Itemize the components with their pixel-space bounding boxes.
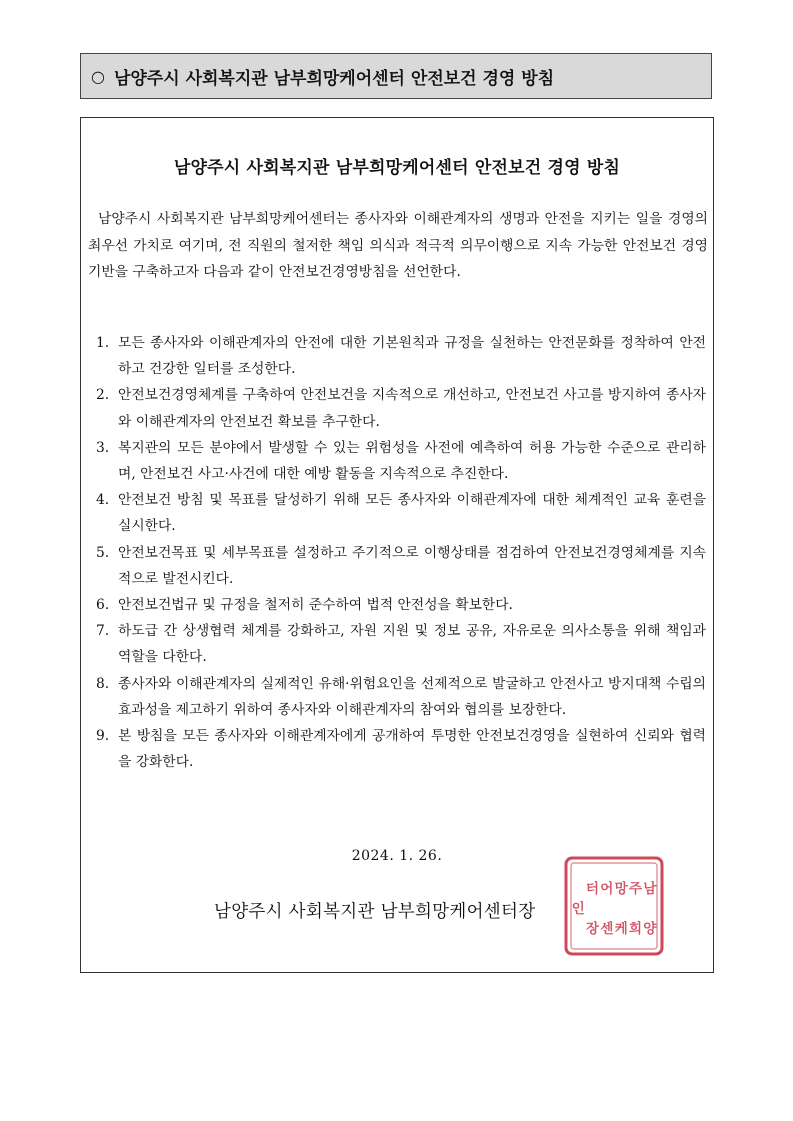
- item-number: 1.: [96, 335, 110, 351]
- organization-signature: 남양주시 사회복지관 남부희망케어센터장: [214, 902, 536, 922]
- list-item: [88, 487, 706, 539]
- item-number: 7.: [96, 623, 110, 640]
- seal-glyph: 망: [614, 881, 628, 897]
- seal-glyph: 터: [585, 881, 600, 897]
- item-text: 안전보건 방침 및 목표를 달성하기 위해 모든 종사자와 이해관계자에 대한 체계적인 교육 훈련을 실시한다.: [118, 492, 706, 535]
- list-item: [88, 330, 706, 382]
- intro-paragraph: 남양주시 사회복지관 남부희망케어센터는 종사자와 이해관계자의 생명과 안전을 지키는 일을 경영의 최우선 가치로 여기며, 전 직원의 철저한 책임 의식과 적극적 의무이행으로 지속 가능한 안전보건 경영기반을 구축하고자 다음과 같이 안전보건경영방침을 선언한다.: [88, 211, 708, 280]
- item-number: 3.: [96, 439, 110, 456]
- item-number: 8.: [96, 675, 110, 692]
- item-number: 6.: [96, 597, 110, 614]
- list-item: [88, 592, 706, 618]
- header-title: 남양주시 사회복지관 남부희망케어센터 안전보건 경영 방침: [113, 68, 555, 89]
- seal-glyph: 장: [585, 921, 600, 937]
- item-number: 9.: [96, 728, 110, 745]
- item-text: 모든 종사자와 이해관계자의 안전에 대한 기본원칙과 규정을 실천하는 안전문화를 정착하여 안전하고 건강한 일터를 조성한다.: [118, 335, 706, 378]
- policy-document: [80, 117, 714, 973]
- list-item: [88, 382, 706, 434]
- item-text: 종사자와 이해관계자의 실제적인 유해·위험요인을 선제적으로 발굴하고 안전사고 방지대책 수립의 효과성을 제고하기 위하여 종사자와 이해관계자의 참여와 협의를 보장한다.: [118, 675, 706, 718]
- header-banner: [80, 53, 712, 99]
- item-text: 안전보건경영체계를 구축하여 안전보건을 지속적으로 개선하고, 안전보건 사고를 방지하여 종사자와 이해관계자의 안전보건 확보를 추구한다.: [118, 387, 706, 430]
- document-title: 남양주시 사회복지관 남부희망케어센터 안전보건 경영 방침: [173, 158, 621, 178]
- list-item: [88, 435, 706, 487]
- item-number: 4.: [96, 492, 110, 509]
- seal-glyph: 어: [600, 881, 614, 897]
- circle-marker-icon: ○: [91, 66, 105, 86]
- item-text: 복지관의 모든 분야에서 발생할 수 있는 위험성을 사전에 예측하여 허용 가능한 수준으로 관리하며, 안전보건 사고·사건에 대한 예방 활동을 지속적으로 추진한다.: [118, 439, 706, 483]
- item-text: 본 방침을 모든 종사자와 이해관계자에게 공개하여 투명한 안전보건경영을 실현하여 신뢰와 협력을 강화한다.: [118, 728, 706, 771]
- principles-list: [88, 330, 706, 775]
- seal-glyph: 양: [643, 921, 657, 937]
- seal-glyph: 주: [628, 881, 643, 897]
- list-item: [88, 671, 706, 723]
- official-seal-icon: [562, 854, 666, 958]
- seal-glyph: 희: [628, 921, 643, 937]
- seal-glyph: 센: [600, 921, 614, 937]
- seal-glyph: 인: [571, 901, 585, 917]
- item-text: 안전보건법규 및 규정을 철저히 준수하여 법적 안전성을 확보한다.: [118, 597, 513, 614]
- list-item: [88, 723, 706, 775]
- list-item: [88, 540, 706, 592]
- item-number: 5.: [96, 544, 110, 561]
- item-text: 안전보건목표 및 세부목표를 설정하고 주기적으로 이행상태를 점검하여 안전보건경영체계를 지속적으로 발전시킨다.: [118, 544, 706, 587]
- item-text: 하도급 간 상생협력 체계를 강화하고, 자원 지원 및 정보 공유, 자유로운 의사소통을 위해 책임과 역할을 다한다.: [118, 623, 706, 666]
- document-date: 2024. 1. 26.: [351, 848, 443, 864]
- seal-glyph: 남: [643, 881, 657, 897]
- seal-glyph: 케: [614, 921, 628, 937]
- list-item: [88, 618, 706, 670]
- item-number: 2.: [96, 387, 110, 404]
